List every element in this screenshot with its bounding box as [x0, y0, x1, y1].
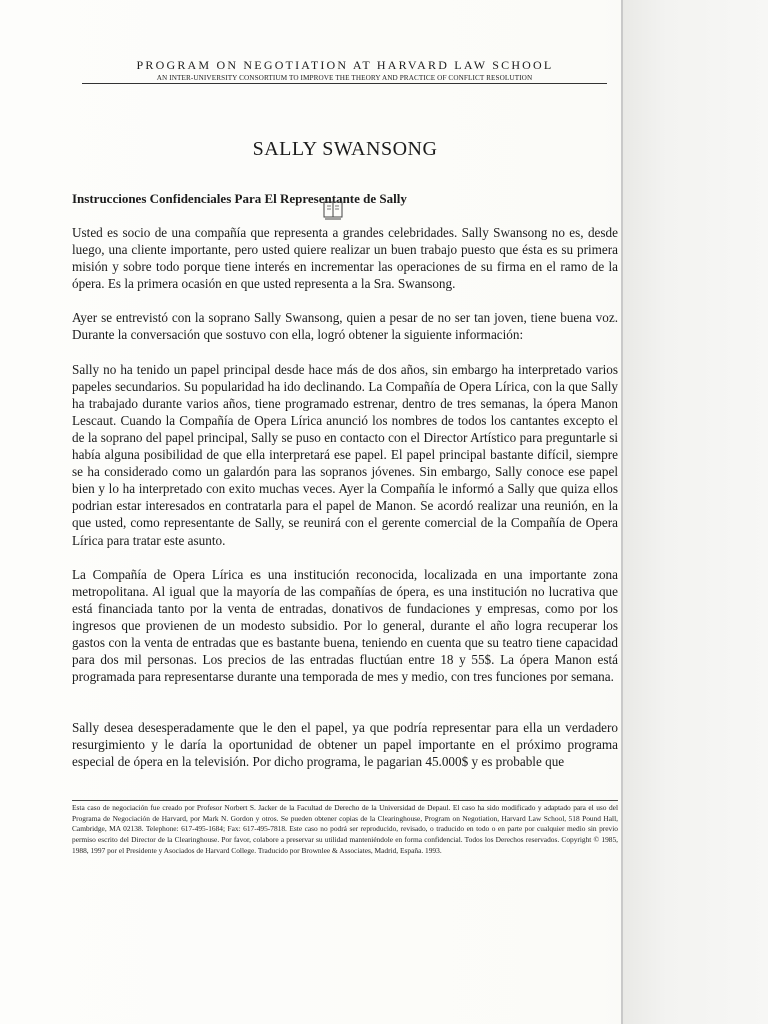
copyright-footnote: Esta caso de negociación fue creado por Profesor Norbert S. Jacker de la Facultad de Derecho de la Universidad de Depaul. El caso ha sido modificado y adaptado para el uso del Programa de Negociación de Harvard, por Mark N. Gordon y otros. Se pueden obtener copias de la Clearinghouse, Program on Negotiation, Harvard Law School, 518 Pound Hall, Cambridge, MA 02138. Telephone: 617-495-1684; Fax: 617-495-7818. Este caso no podrá ser reproducido, revisado, o traducido en todo o en parte por cualquier medio sin previo permiso escrito del Director de la Clearinghouse. Por favor, colabore a preservar su utilidad manteniéndole en forma confidencial. Todos los Derechos reservados. Copyright © 1985, 1988, 1997 por el Presidente y Asociados de Harvard College. Traducido por Brownlee & Associates, Madrid, España. 1993. [72, 800, 618, 857]
paragraph: Sally no ha tenido un papel principal desde hace más de dos años, sin embargo ha interpretado varios papeles secundarios. Su popularidad ha ido declinando. La Compañía de Opera Lírica, con la que Sally ha trabajado durante varios años, tiene programado estrenar, dentro de tres semanas, la ópera Manon Lescaut. Cuando la Compañía de Opera Lírica anunció los nombres de todos los cantantes excepto el de la soprano del papel principal, Sally se puso en contacto con el Director Artístico para preguntarle si había alguna posibilidad de que ella interpretará ese papel. El papel principal bastante difícil, siempre se ha considerado como un galardón para las sopranos jóvenes. Sin embargo, Sally conoce ese papel bien y lo ha interpretado con exito muchas veces. Ayer la Compañía le informó a Sally que quiza ellos podrian estar interesados en contratarla para el papel de Manon. Se acordó realizar una reunión, en la que usted, como representante de Sally, se reunirá con el gerente comercial de la Compañía de Opera Lírica para tratar este asunto. [72, 361, 618, 548]
document-title: SALLY SWANSONG [252, 138, 438, 160]
paragraph: Usted es socio de una compañía que representa a grandes celebridades. Sally Swansong no es, desde luego, una cliente importante, pero usted quiere realizar un buen trabajo puesto que ésta es su primera misión y sobre todo porque tiene interés en incrementar las operaciones de su firma en el ramo de la ópera. Es la primera ocasión en que usted representa a la Sra. Swansong. [72, 225, 618, 292]
paragraph: Sally desea desesperadamente que le den el papel, ya que podría representar para ella un verdadero resurgimiento y le daría la oportunidad de obtener un papel importante en el próximo programa especial de ópera en la televisión. Por dicho programa, le pagarian 45.000$ y es probable que [72, 720, 618, 770]
program-header: PROGRAM ON NEGOTIATION AT HARVARD LAW SCHOOL [136, 58, 554, 72]
paragraph: La Compañía de Opera Lírica es una institución reconocida, localizada en una importante zona metropolitana. Al igual que la mayoría de las compañías de ópera, es una institución no lucrativa que está financiada tanto por la venta de entradas, donativos de fundaciones y empresas, como por los ingresos que provienen de un modesto subsidio. Por lo general, durante el año logra recuperar los gastos con la venta de entradas que es bastante buena, teniendo en cuenta que su teatro tiene capacidad para dos mil personas. Los precios de las entradas fluctúan entre 18 y 55$. La ópera Manon está programada para representarse durante una temporada de mes y medio, con tres funciones por semana. [72, 566, 618, 685]
book-stamp-icon [322, 199, 344, 221]
paragraph: Ayer se entrevistó con la soprano Sally Swansong, quien a pesar de no ser tan joven, tiene buena voz. Durante la conversación que sostuvo con ella, logró obtener la siguiente información: [72, 310, 618, 343]
consortium-subheader: AN INTER-UNIVERSITY CONSORTIUM TO IMPROVE THE THEORY AND PRACTICE OF CONFLICT RESOLUTION [82, 74, 607, 84]
subtitle-row [72, 191, 618, 207]
page-margin-shade [623, 0, 768, 1024]
document-content [72, 58, 618, 771]
document-subtitle: Instrucciones Confidenciales Para El Representante de Sally [72, 191, 407, 206]
